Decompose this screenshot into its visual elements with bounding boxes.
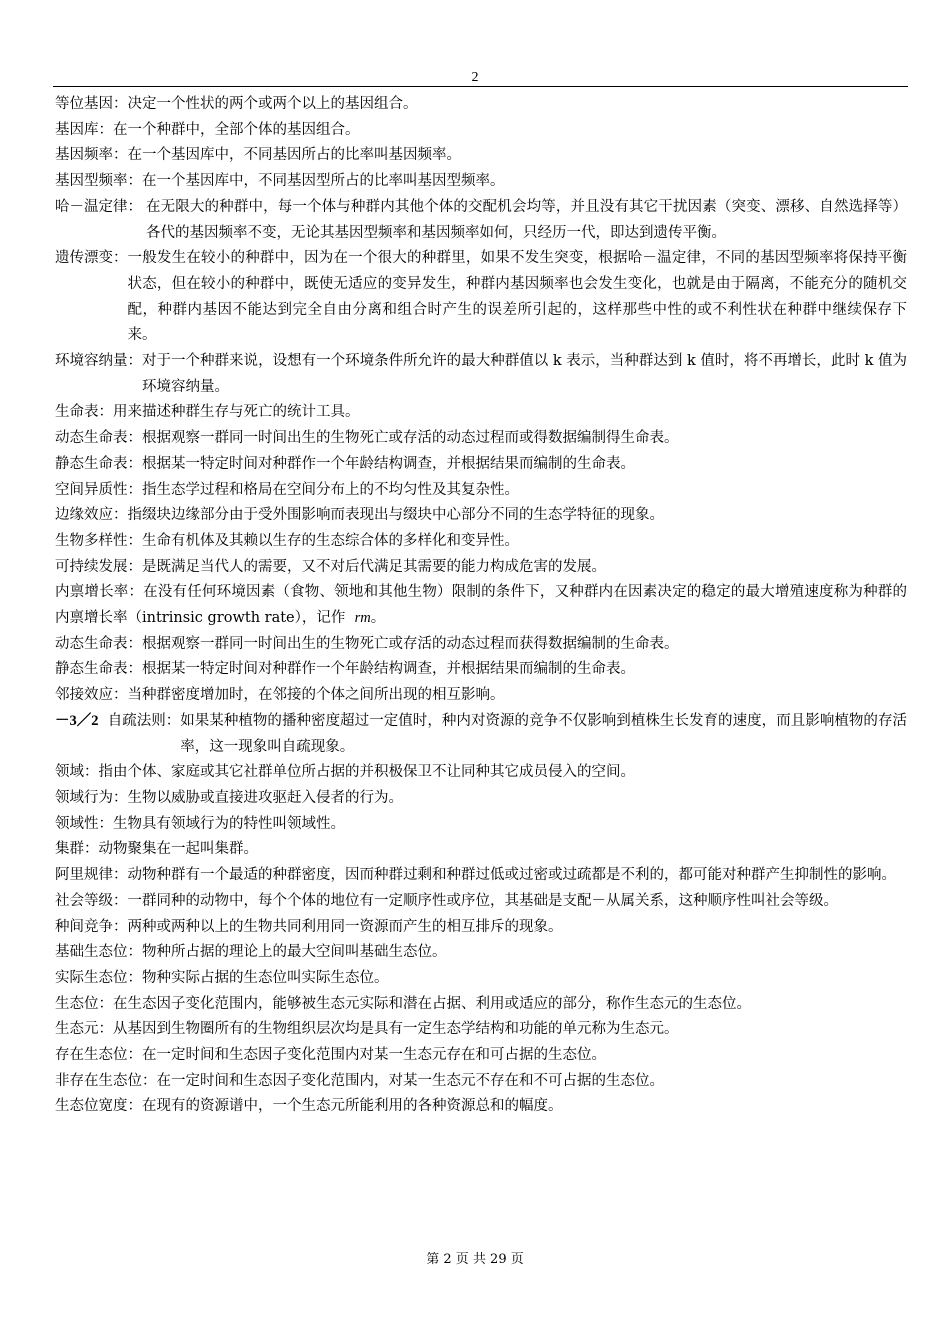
entry-term: 生态位宽度： bbox=[55, 1098, 142, 1115]
entry-term: 生态元： bbox=[55, 1021, 113, 1038]
entry-definition: 在一个基因库中，不同基因型所占的比率叫基因型频率。 bbox=[142, 173, 505, 190]
entry-definition: 生物以威胁或直接进攻驱赶入侵者的行为。 bbox=[127, 789, 403, 806]
entry-term-group bbox=[55, 709, 180, 760]
entry-term: 动态生命表： bbox=[55, 635, 142, 652]
entry-term: 环境容纳量： bbox=[55, 353, 142, 370]
entry-term: 集群： bbox=[55, 841, 99, 858]
entry-term: 内禀增长率： bbox=[55, 584, 144, 601]
entry-definition: 在现有的资源谱中，一个生态元所能利用的各种资源总和的幅度。 bbox=[142, 1098, 563, 1115]
entry-term: 阿里规律： bbox=[55, 867, 128, 884]
glossary-entry bbox=[55, 118, 907, 144]
entry-definition: 在生态因子变化范围内，能够被生态元实际和潜在占据、利用或适应的部分，称作生态元的生态位。 bbox=[113, 995, 751, 1012]
entry-term: 生命表： bbox=[55, 404, 113, 421]
glossary-entry bbox=[55, 1043, 907, 1069]
glossary-entry bbox=[55, 889, 907, 915]
glossary-entry bbox=[55, 940, 907, 966]
entry-term: 自疏法则： bbox=[107, 712, 181, 729]
entry-definition: 如果某种植物的播种密度超过一定值时，种内对资源的竞争不仅影响到植株生长发育的速度，而且影响植物的存活率，这一现象叫自疏现象。 bbox=[180, 712, 907, 755]
entry-term: 边缘效应： bbox=[55, 507, 128, 524]
glossary-entry bbox=[55, 349, 907, 400]
entry-term: 生态位： bbox=[55, 995, 113, 1012]
entry-term: 非存在生态位： bbox=[55, 1072, 157, 1089]
entry-definition: 在没有任何环境因素（食物、领地和其他生物）限制的条件下，又种群内在因素决定的稳定的最大增殖速度称为种群的内禀增长率（intrinsic growth rate），记作 bbox=[55, 584, 908, 627]
entry-definition: 指由个体、家庭或其它社群单位所占据的并积极保卫不让同种其它成员侵入的空间。 bbox=[98, 764, 635, 781]
entry-term: 基因型频率： bbox=[55, 173, 142, 190]
entry-definition: 物种所占据的理论上的最大空间叫基础生态位。 bbox=[142, 944, 447, 961]
glossary-entry bbox=[55, 555, 907, 581]
entry-definition: 指生态学过程和格局在空间分布上的不均匀性及其复杂性。 bbox=[142, 481, 519, 498]
entry-term: 存在生态位： bbox=[55, 1047, 142, 1064]
page-footer: 第 2 页 共 29 页 bbox=[426, 1252, 524, 1267]
glossary-entry bbox=[55, 632, 907, 658]
glossary-entry bbox=[55, 143, 907, 169]
entry-term: 领域行为： bbox=[55, 789, 128, 806]
glossary-entry bbox=[55, 863, 907, 889]
glossary-entry bbox=[55, 812, 907, 838]
header-rule bbox=[53, 86, 908, 87]
entry-term: 动态生命表： bbox=[55, 430, 142, 447]
entry-symbol: rm bbox=[354, 610, 371, 627]
entry-term: 等位基因： bbox=[55, 96, 128, 112]
glossary-entry bbox=[55, 246, 907, 349]
entry-term: 社会等级： bbox=[55, 892, 128, 909]
entry-term: 静态生命表： bbox=[55, 455, 142, 472]
glossary-entry bbox=[55, 683, 907, 709]
entry-definition: 在无限大的种群中，每一个体与种群内其他个体的交配机会均等，并且没有其它干扰因素（突变、漂移、自然选择等）各代的基因频率不变，无论其基因型频率和基因频率如何，只经历一代，即达到遗传平衡。 bbox=[146, 198, 907, 241]
entry-term: 哈－温定律： bbox=[55, 198, 142, 215]
glossary-entry bbox=[55, 478, 907, 504]
entry-definition: 生命有机体及其赖以生存的生态综合体的多样化和变异性。 bbox=[142, 532, 519, 549]
entry-definition: 指缀块边缘部分由于受外围影响而表现出与缀块中心部分不同的生态学特征的现象。 bbox=[127, 507, 664, 524]
entry-definition: 是既满足当代人的需要，又不对后代满足其需要的能力构成危害的发展。 bbox=[142, 558, 606, 575]
entry-definition: 生物具有领域行为的特性叫领域性。 bbox=[113, 815, 345, 832]
glossary-entry bbox=[55, 426, 907, 452]
glossary-entry bbox=[55, 1069, 907, 1095]
entry-definition: 动物种群有一个最适的种群密度，因而种群过剩和种群过低或过密或过疏都是不利的，都可能对种群产生抑制性的影响。 bbox=[127, 867, 896, 884]
glossary-entry bbox=[55, 915, 907, 941]
glossary-entry bbox=[55, 169, 907, 195]
glossary-entry bbox=[55, 657, 907, 683]
glossary-entry bbox=[55, 92, 907, 118]
entry-term: 空间异质性： bbox=[55, 481, 142, 498]
entry-term: 种间竞争： bbox=[55, 918, 128, 935]
entry-term: 生物多样性： bbox=[55, 532, 142, 549]
entry-definition: 在一定时间和生态因子变化范围内对某一生态元存在和可占据的生态位。 bbox=[142, 1047, 606, 1064]
entry-term: 领域： bbox=[55, 764, 99, 781]
entry-definition: 从基因到生物圈所有的生物组织层次均是具有一定生态学结构和功能的单元称为生态元。 bbox=[113, 1021, 679, 1038]
entry-prefix: －3／2 bbox=[55, 712, 99, 729]
entry-term: 实际生态位： bbox=[55, 969, 142, 986]
glossary-entry bbox=[55, 195, 907, 246]
entry-term: 领域性： bbox=[55, 815, 113, 832]
entry-definition: 当种群密度增加时，在邻接的个体之间所出现的相互影响。 bbox=[127, 687, 505, 704]
entry-definition: 两种或两种以上的生物共同利用同一资源而产生的相互排斥的现象。 bbox=[127, 918, 563, 935]
entry-tail: 。 bbox=[370, 610, 386, 627]
glossary-entry bbox=[55, 966, 907, 992]
entry-definition: 在一个种群中，全部个体的基因组合。 bbox=[113, 121, 360, 138]
glossary-entry bbox=[55, 452, 907, 478]
entry-definition: 一般发生在较小的种群中，因为在一个很大的种群里，如果不发生突变，根据哈－温定律，不同的基因型频率将保持平衡状态，但在较小的种群中，既使无适应的变异发生，种群内基因频率也会发生变化，也就是由于隔离，不能充分的随机交配，种群内基因不能达到完全自由分离和组合时产生的误差所引起的，这样那些中性的或不利性状在种群中继续保存下来。 bbox=[127, 250, 907, 344]
entry-term: 基因库： bbox=[55, 121, 113, 138]
glossary-entry bbox=[55, 580, 907, 631]
entry-term: 遗传漂变： bbox=[55, 250, 128, 267]
entry-term: 可持续发展： bbox=[55, 558, 142, 575]
glossary-entry bbox=[55, 709, 907, 760]
entry-definition: 对于一个种群来说，设想有一个环境条件所允许的最大种群值以 k 表示，当种群达到 k 值时，将不再增长，此时 k 值为环境容纳量。 bbox=[142, 353, 907, 395]
glossary-entry bbox=[55, 837, 907, 863]
glossary-entry bbox=[55, 1094, 907, 1120]
entry-definition: 动物聚集在一起叫集群。 bbox=[98, 841, 258, 858]
entry-definition: 根据观察一群同一时间出生的生物死亡或存活的动态过程而或得数据编制得生命表。 bbox=[142, 430, 679, 447]
header-page-number: 2 bbox=[471, 70, 479, 85]
glossary-entry bbox=[55, 760, 907, 786]
glossary-list bbox=[55, 92, 907, 1120]
glossary-entry bbox=[55, 1017, 907, 1043]
entry-definition: 根据观察一群同一时间出生的生物死亡或存活的动态过程而获得数据编制的生命表。 bbox=[142, 635, 679, 652]
entry-term: 基础生态位： bbox=[55, 944, 142, 961]
entry-definition: 物种实际占据的生态位叫实际生态位。 bbox=[142, 969, 389, 986]
entry-definition: 在一定时间和生态因子变化范围内，对某一生态元不存在和不可占据的生态位。 bbox=[156, 1072, 664, 1089]
glossary-entry bbox=[55, 992, 907, 1018]
glossary-entry bbox=[55, 503, 907, 529]
entry-definition: 一群同种的动物中，每个个体的地位有一定顺序性或序位，其基础是支配－从属关系，这种顺序性叫社会等级。 bbox=[127, 892, 838, 909]
entry-definition: 根据某一特定时间对种群作一个年龄结构调查，并根据结果而编制的生命表。 bbox=[142, 455, 635, 472]
glossary-entry bbox=[55, 786, 907, 812]
glossary-entry bbox=[55, 400, 907, 426]
glossary-entry bbox=[55, 529, 907, 555]
entry-definition: 决定一个性状的两个或两个以上的基因组合。 bbox=[127, 96, 418, 112]
entry-definition: 用来描述种群生存与死亡的统计工具。 bbox=[113, 404, 360, 421]
entry-definition: 在一个基因库中，不同基因所占的比率叫基因频率。 bbox=[127, 147, 461, 164]
entry-definition: 根据某一特定时间对种群作一个年龄结构调查，并根据结果而编制的生命表。 bbox=[142, 661, 635, 678]
entry-term: 静态生命表： bbox=[55, 661, 142, 678]
entry-term: 邻接效应： bbox=[55, 687, 128, 704]
entry-term: 基因频率： bbox=[55, 147, 128, 164]
